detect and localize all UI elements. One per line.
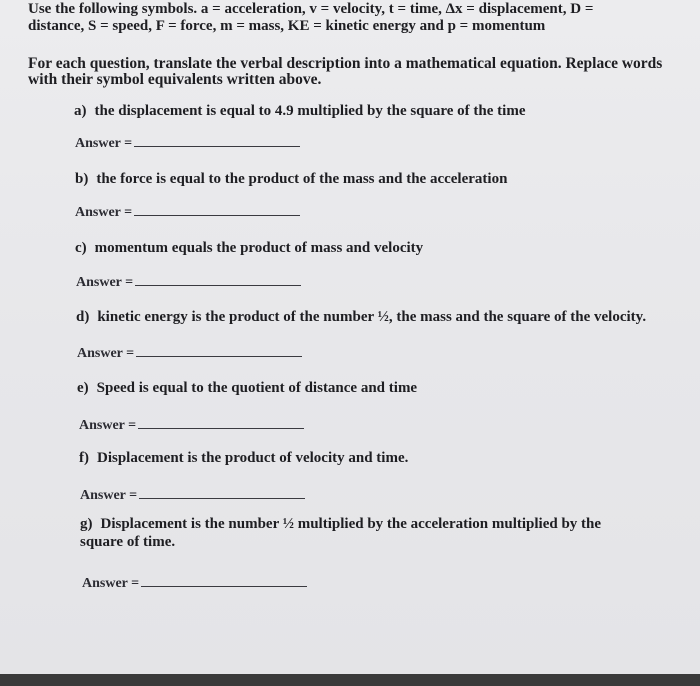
answer-label: Answer =	[75, 205, 133, 220]
answer-label: Answer =	[79, 418, 137, 433]
question-label: d)	[76, 309, 90, 325]
desk-edge	[0, 674, 700, 686]
answer-a	[75, 134, 300, 152]
question-b	[75, 171, 507, 188]
answer-label: Answer =	[82, 576, 140, 591]
symbols-intro-line-2: distance, S = speed, F = force, m = mass, KE = kinetic energy and p = momentum	[28, 18, 546, 34]
question-label: b)	[75, 171, 89, 187]
answer-blank-g[interactable]	[141, 574, 307, 587]
question-d	[76, 309, 646, 326]
answer-d	[77, 344, 302, 362]
question-label: g)	[80, 516, 93, 532]
answer-c	[76, 273, 301, 291]
answer-blank-f[interactable]	[139, 486, 305, 499]
answer-g	[82, 574, 307, 592]
symbols-intro-line-1: Use the following symbols. a = acceleration, v = velocity, t = time, Δx = displacement, D =	[28, 1, 594, 17]
answer-label: Answer =	[75, 136, 133, 151]
instructions-line-1: For each question, translate the verbal description into a mathematical equation. Replace words	[28, 55, 663, 72]
answer-blank-c[interactable]	[135, 273, 301, 286]
question-f	[79, 450, 408, 467]
answer-e	[79, 416, 304, 434]
question-label: c)	[75, 240, 87, 256]
question-g	[80, 515, 640, 551]
question-text: kinetic energy is the product of the number ½, the mass and the square of the velocity.	[97, 309, 647, 325]
answer-label: Answer =	[77, 346, 135, 361]
answer-b	[75, 203, 300, 221]
question-text: Displacement is the number ½ multiplied by the acceleration multiplied by the square of time.	[80, 516, 602, 550]
answer-blank-b[interactable]	[134, 203, 300, 216]
question-label: e)	[77, 380, 89, 396]
question-text: the force is equal to the product of the mass and the acceleration	[96, 171, 508, 187]
answer-blank-a[interactable]	[134, 134, 300, 147]
question-label: a)	[74, 103, 87, 119]
question-text: momentum equals the product of mass and velocity	[94, 240, 424, 256]
question-text: Displacement is the product of velocity and time.	[97, 450, 409, 466]
answer-blank-d[interactable]	[136, 344, 302, 357]
question-text: the displacement is equal to 4.9 multiplied by the square of the time	[94, 103, 526, 119]
answer-blank-e[interactable]	[138, 416, 304, 429]
question-a	[74, 103, 525, 120]
instructions-line-2: with their symbol equivalents written above.	[28, 71, 322, 88]
answer-f	[80, 486, 305, 504]
question-label: f)	[79, 450, 89, 466]
question-e	[77, 380, 417, 397]
answer-label: Answer =	[76, 275, 134, 290]
answer-label: Answer =	[80, 488, 138, 503]
question-text: Speed is equal to the quotient of distance and time	[96, 380, 418, 396]
question-c	[75, 240, 423, 257]
